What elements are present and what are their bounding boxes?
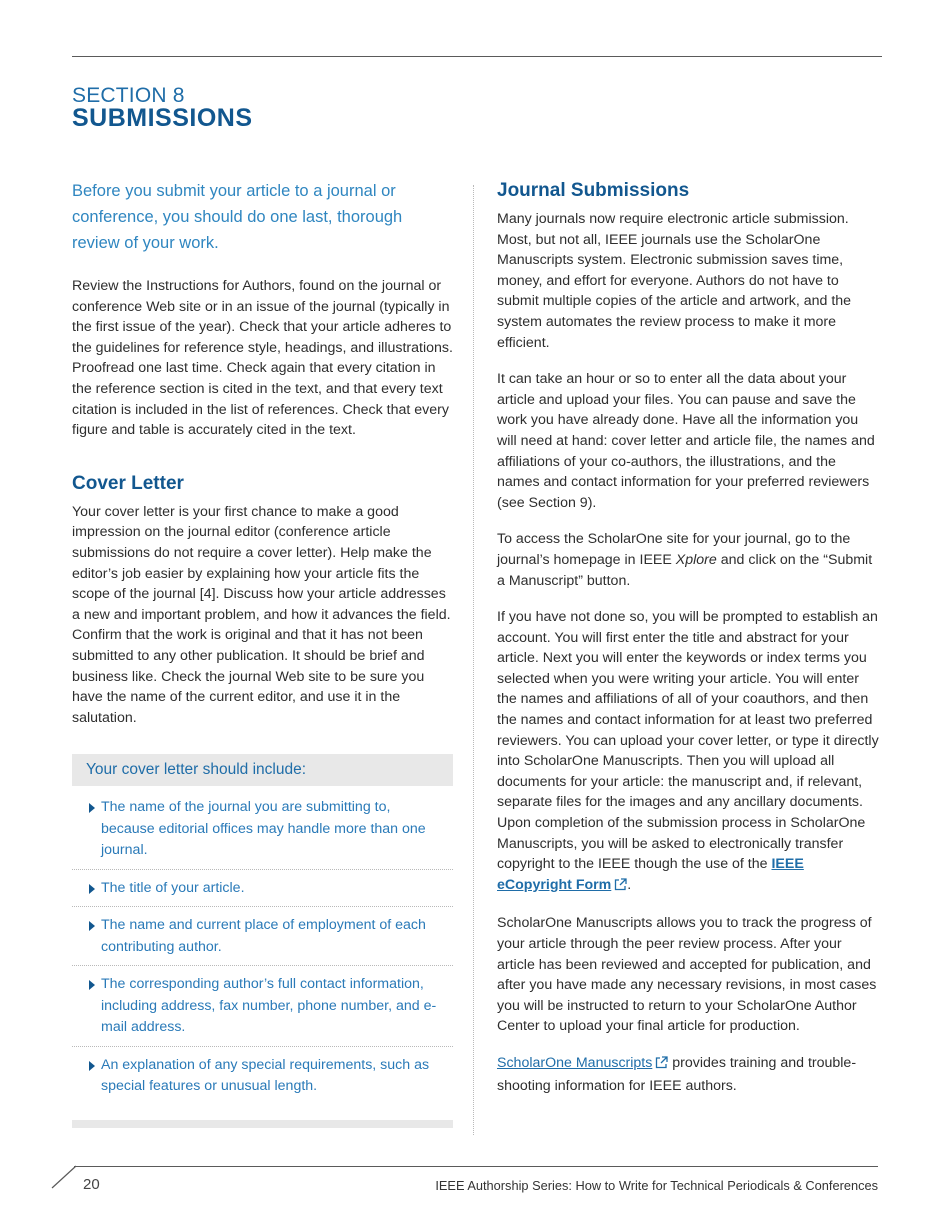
triangle-bullet-icon <box>89 1061 95 1071</box>
checklist-item-text: An explanation of any special requirements, such as special features or unusual length. <box>101 1056 430 1095</box>
left-column <box>72 178 453 1128</box>
triangle-bullet-icon <box>89 921 95 931</box>
xplore-italic: Xplore <box>675 551 717 568</box>
triangle-bullet-icon <box>89 980 95 990</box>
checklist-heading: Your cover letter should include: <box>72 754 453 786</box>
submission-paragraph-6 <box>497 1053 881 1096</box>
checklist-item-text: The name and current place of employment of each contributing author. <box>101 917 426 955</box>
ecopyright-form-link[interactable]: IEEE eCopyright Form <box>497 856 804 893</box>
cover-letter-checklist <box>72 754 453 1128</box>
cover-letter-heading: Cover Letter <box>72 472 184 494</box>
triangle-bullet-icon <box>89 884 95 894</box>
p4-text: If you have not done so, you will be prompted to establish an account. You will first enter the title and abstract for your article. Next you will enter the keywords or index terms you selected when you were writing your article. You will enter the names and affiliations of all of your coauthors, and then the names and contact information for at least two preferred reviewers. You can upload your cover letter, or type it directly into ScholarOne Manuscripts. Then you will upload all documents for your article: the manuscript and, if relevant, separate files for the images and any ancillary documents. Upon completion of the submission process in ScholarOne Manuscripts, you will be asked to electronically transfer copyright to the IEEE though the use of the <box>497 609 879 873</box>
journal-submissions-heading: Journal Submissions <box>497 180 690 201</box>
checklist-item <box>72 1052 453 1105</box>
column-divider <box>473 185 474 1135</box>
scholarone-manuscripts-link[interactable]: ScholarOne Manuscripts <box>497 1054 653 1071</box>
checklist-footer-bar <box>72 1120 453 1128</box>
checklist-item-text: The title of your article. <box>101 879 245 896</box>
checklist-item <box>72 912 453 966</box>
section-number: SECTION 8 <box>72 84 185 107</box>
submission-paragraph-3 <box>497 529 881 591</box>
checklist-item-text: The name of the journal you are submitting to, because editorial offices may handle more than one journal. <box>101 799 426 859</box>
footer-slash-decoration <box>50 1164 78 1190</box>
p4-text-end: . <box>627 876 632 893</box>
submission-paragraph-5: ScholarOne Manuscripts allows you to track the progress of your article through the peer review process. After your article has been reviewed and accepted for publication, and after you have made any necessary revisions, in most cases you will be instructed to return to your ScholarOne Author Center to upload your final article for production. <box>497 915 877 1035</box>
submission-paragraph-1: Many journals now require electronic article submission. Most, but not all, IEEE journals use the ScholarOne Manuscripts system. Electronic submission saves time, money, and effort for everyone. Authors do not have to submit multiple copies of the article and artwork, and the system automates the review process to make it more efficient. <box>497 211 852 351</box>
checklist <box>72 786 453 1114</box>
checklist-item <box>72 971 453 1047</box>
submission-paragraph-2: It can take an hour or so to enter all the data about your article and upload your files. You can pause and save the work you have already done. Have all the information you will need at hand: cover letter and article file, the names and affiliations of your co-authors, the illustrations, and the names and contact information for your preferred reviewers (see Section 9). <box>497 371 875 511</box>
top-rule <box>72 56 882 57</box>
checklist-item <box>72 875 453 908</box>
intro-text: Before you submit your article to a journal or conference, you should do one last, thorough review of your work. <box>72 182 403 252</box>
checklist-item <box>72 794 453 870</box>
review-paragraph: Review the Instructions for Authors, found on the journal or conference Web site or in an issue of the journal (typically in the first issue of the year). Check that your article adheres to the guidelines for reference style, headings, and illustrations. Proofread one last time. Check again that every citation in the reference section is cited in the text, and that every text citation is included in the list of references. Check that every figure and table is accurately cited in the text. <box>72 278 453 439</box>
external-link-icon[interactable] <box>614 877 627 898</box>
footer-rule <box>74 1166 878 1167</box>
external-link-icon[interactable] <box>655 1055 668 1076</box>
submission-paragraph-4 <box>497 607 881 897</box>
checklist-item-text: The corresponding author’s full contact information, including address, fax number, phone number, and e-mail address. <box>101 976 437 1036</box>
cover-letter-paragraph: Your cover letter is your first chance to make a good impression on the journal editor (conference article submissions do not require a cover letter). Help make the editor’s job easier by explaining how your article fits the scope of the journal [4]. Discuss how your article addresses a new and important problem, and how it advances the field. Confirm that the work is original and that it has not been submitted to any other publication. It should be brief and business like. Check the journal Web site to be sure you have the name of the current editor, and use it in the salutation. <box>72 503 451 726</box>
footer-series-title: IEEE Authorship Series: How to Write for Technical Periodicals & Conferences <box>435 1178 878 1193</box>
p3-text-end: and click on the “Submit a Manuscript” button. <box>497 551 873 589</box>
section-title: SUBMISSIONS <box>72 104 253 132</box>
triangle-bullet-icon <box>89 803 95 813</box>
p6-text-end: provides training and trouble-shooting information for IEEE authors. <box>497 1054 857 1094</box>
right-column <box>497 178 881 1112</box>
page-number: 20 <box>83 1176 100 1193</box>
p3-text: To access the ScholarOne site for your journal, go to the journal’s homepage in IEEE <box>497 531 851 568</box>
